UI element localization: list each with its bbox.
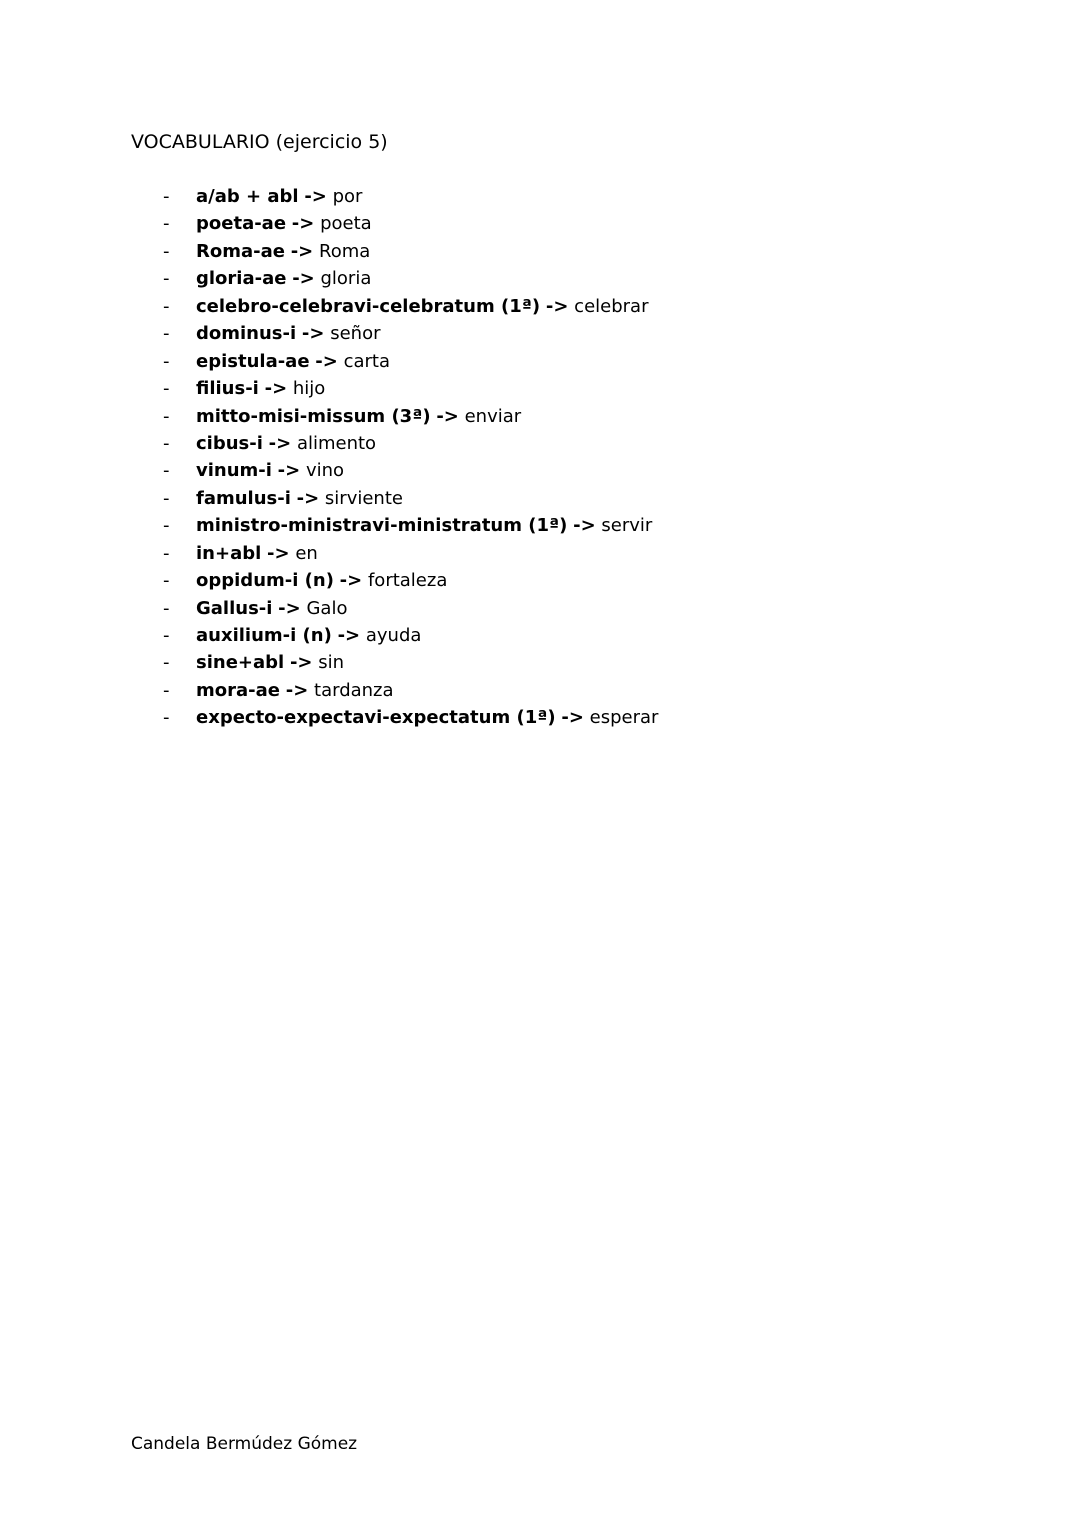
page-title: VOCABULARIO (ejercicio 5) [131, 131, 388, 153]
list-item [0, 540, 1080, 567]
spanish-meaning: en [295, 542, 318, 564]
vocab-entry [196, 183, 362, 210]
list-item [0, 649, 1080, 676]
bullet-dash: - [163, 432, 170, 454]
bullet-dash: - [163, 240, 170, 262]
latin-term: expecto-expectavi-expectatum (1ª) [196, 707, 556, 729]
bullet-dash: - [163, 515, 170, 537]
arrow-symbol: -> [285, 679, 309, 701]
spanish-meaning: hijo [292, 378, 326, 400]
bullet-dash: - [163, 597, 170, 619]
spanish-meaning: vino [305, 460, 345, 482]
vocab-entry [196, 677, 394, 704]
arrow-symbol: -> [315, 350, 338, 372]
spanish-meaning: fortaleza [367, 570, 448, 592]
spanish-meaning: tardanza [314, 679, 394, 701]
vocab-entry [196, 375, 325, 402]
vocab-entry [196, 320, 380, 347]
latin-term: Gallus-i [196, 597, 273, 619]
vocab-entry [196, 403, 521, 430]
list-item [0, 704, 1080, 731]
vocab-entry [196, 348, 390, 375]
list-item [0, 375, 1080, 402]
spanish-meaning: sirviente [324, 487, 403, 509]
arrow-symbol: -> [296, 487, 320, 509]
vocab-entry [196, 622, 421, 649]
vocab-entry [196, 238, 370, 265]
latin-term: a/ab + abl [196, 186, 299, 207]
latin-term: poeta-ae [196, 213, 287, 235]
latin-term: famulus-i [196, 487, 291, 509]
spanish-meaning: poeta [320, 213, 372, 235]
list-item [0, 265, 1080, 292]
arrow-symbol: -> [267, 542, 290, 564]
vocab-entry [196, 457, 344, 484]
bullet-dash: - [163, 213, 170, 235]
latin-term: in+abl [196, 542, 262, 564]
vocab-entry [196, 512, 652, 539]
list-item [0, 677, 1080, 704]
bullet-dash: - [163, 186, 170, 207]
bullet-dash: - [163, 625, 170, 646]
vocab-entry [196, 430, 376, 457]
latin-term: auxilium-i (n) [196, 625, 332, 646]
spanish-meaning: servir [601, 515, 653, 537]
arrow-symbol: -> [304, 186, 327, 207]
bullet-dash: - [163, 268, 170, 290]
latin-term: oppidum-i (n) [196, 570, 334, 592]
list-item [0, 485, 1080, 512]
spanish-meaning: carta [343, 350, 390, 372]
list-item [0, 567, 1080, 594]
bullet-dash: - [163, 378, 170, 400]
latin-term: sine+abl [196, 652, 285, 674]
spanish-meaning: gloria [320, 268, 372, 290]
list-item [0, 320, 1080, 347]
vocab-entry [196, 704, 658, 731]
bullet-dash: - [163, 652, 170, 674]
vocab-entry [196, 649, 344, 676]
vocab-entry [196, 595, 347, 622]
bullet-dash: - [163, 707, 170, 729]
arrow-symbol: -> [264, 378, 288, 400]
vocabulary-list [0, 183, 1080, 732]
bullet-dash: - [163, 323, 170, 345]
bullet-dash: - [163, 542, 170, 564]
list-item [0, 457, 1080, 484]
spanish-meaning: alimento [296, 432, 377, 454]
arrow-symbol: -> [339, 570, 363, 592]
bullet-dash: - [163, 460, 170, 482]
latin-term: Roma-ae [196, 240, 285, 262]
spanish-meaning: señor [330, 323, 381, 345]
bullet-dash: - [163, 679, 170, 701]
arrow-symbol: -> [291, 213, 315, 235]
arrow-symbol: -> [436, 405, 459, 427]
list-item [0, 348, 1080, 375]
arrow-symbol: -> [561, 707, 584, 729]
arrow-symbol: -> [277, 460, 301, 482]
arrow-symbol: -> [292, 268, 315, 290]
vocab-entry [196, 540, 318, 567]
list-item [0, 430, 1080, 457]
vocab-entry [196, 210, 372, 237]
latin-term: vinum-i [196, 460, 272, 482]
list-item [0, 293, 1080, 320]
spanish-meaning: celebrar [574, 295, 649, 317]
vocab-entry [196, 485, 403, 512]
latin-term: celebro-celebravi-celebratum (1ª) [196, 295, 541, 317]
latin-term: ministro-ministravi-ministratum (1ª) [196, 515, 568, 537]
spanish-meaning: por [332, 186, 363, 207]
latin-term: mora-ae [196, 679, 280, 701]
bullet-dash: - [163, 350, 170, 372]
spanish-meaning: ayuda [365, 625, 422, 646]
bullet-dash: - [163, 570, 170, 592]
list-item [0, 210, 1080, 237]
vocab-entry [196, 265, 371, 292]
latin-term: gloria-ae [196, 268, 287, 290]
latin-term: cibus-i [196, 432, 263, 454]
list-item [0, 403, 1080, 430]
latin-term: epistula-ae [196, 350, 310, 372]
bullet-dash: - [163, 295, 170, 317]
list-item [0, 595, 1080, 622]
arrow-symbol: -> [290, 240, 314, 262]
vocab-entry [196, 293, 648, 320]
list-item [0, 238, 1080, 265]
spanish-meaning: sin [318, 652, 345, 674]
arrow-symbol: -> [289, 652, 313, 674]
bullet-dash: - [163, 487, 170, 509]
spanish-meaning: esperar [589, 707, 659, 729]
spanish-meaning: Galo [306, 597, 348, 619]
arrow-symbol: -> [337, 625, 361, 646]
spanish-meaning: Roma [319, 240, 371, 262]
list-item [0, 183, 1080, 210]
arrow-symbol: -> [268, 432, 292, 454]
bullet-dash: - [163, 405, 170, 427]
arrow-symbol: -> [278, 597, 301, 619]
author-name: Candela Bermúdez Gómez [131, 1434, 358, 1454]
arrow-symbol: -> [545, 295, 569, 317]
arrow-symbol: -> [301, 323, 325, 345]
list-item [0, 512, 1080, 539]
vocab-entry [196, 567, 447, 594]
latin-term: filius-i [196, 378, 259, 400]
latin-term: mitto-misi-missum (3ª) [196, 405, 431, 427]
arrow-symbol: -> [573, 515, 596, 537]
list-item [0, 622, 1080, 649]
latin-term: dominus-i [196, 323, 297, 345]
spanish-meaning: enviar [464, 405, 522, 427]
